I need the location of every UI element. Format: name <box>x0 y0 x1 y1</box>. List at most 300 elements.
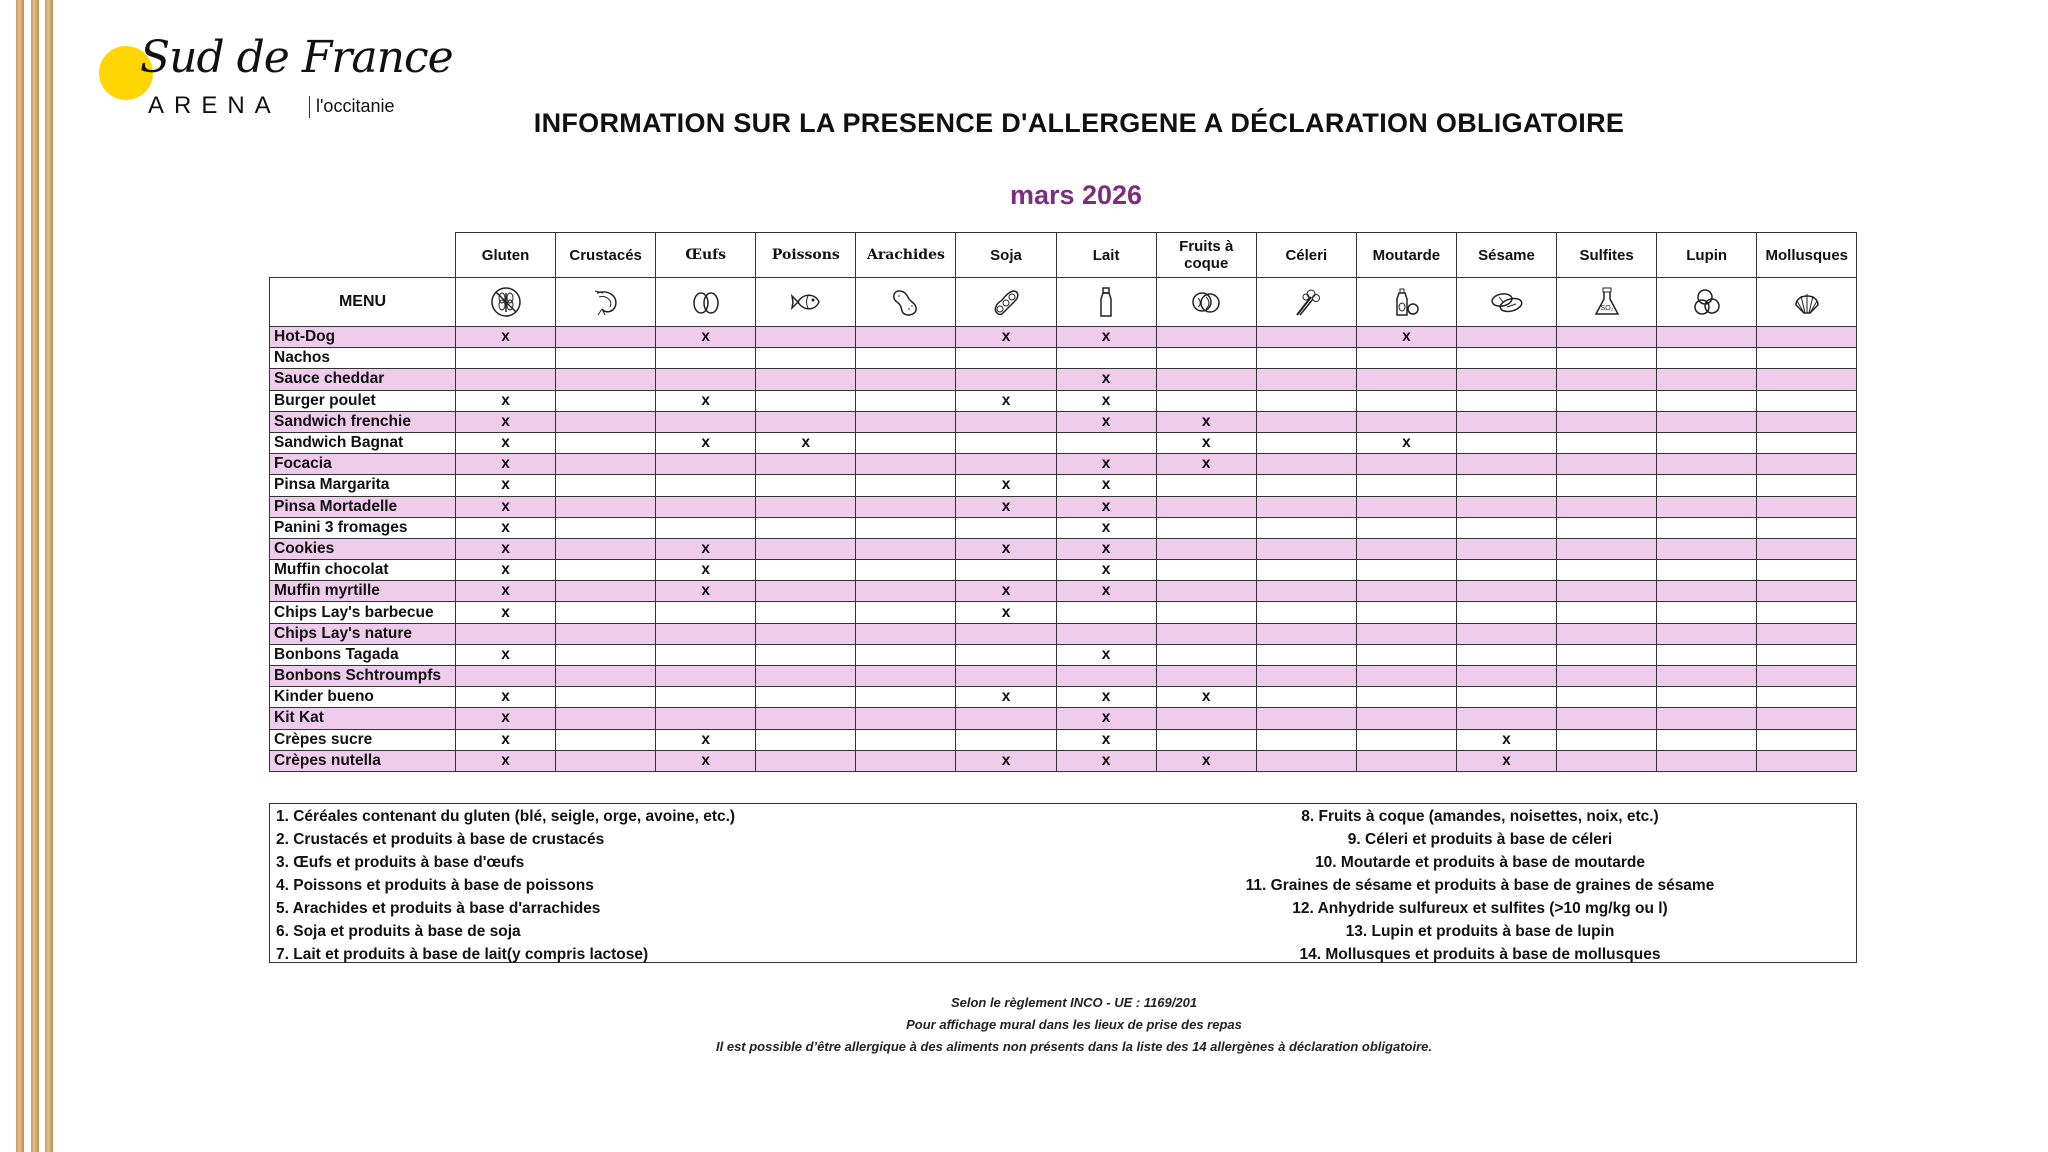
menu-item-name: Bonbons Tagada <box>270 644 456 665</box>
allergen-cell-empty <box>1456 687 1556 708</box>
legend-item: 10. Moutarde et produits à base de moutarde <box>1315 854 1645 871</box>
allergen-cell-empty <box>1256 411 1356 432</box>
allergen-cell-empty <box>1256 432 1356 453</box>
allergen-mark: x <box>956 538 1056 559</box>
allergen-cell-empty <box>556 644 656 665</box>
allergen-cell-empty <box>756 475 856 496</box>
menu-item-name: Chips Lay's nature <box>270 623 456 644</box>
legend-item: 6. Soja et produits à base de soja <box>276 923 521 940</box>
allergen-cell-empty <box>1557 687 1657 708</box>
table-row <box>270 327 1857 348</box>
menu-item-name: Pinsa Mortadelle <box>270 496 456 517</box>
allergen-cell-empty <box>1757 517 1857 538</box>
table-row <box>270 348 1857 369</box>
table-row <box>270 729 1857 750</box>
allergen-mark: x <box>1056 454 1156 475</box>
allergen-cell-empty <box>1657 644 1757 665</box>
allergen-cell-empty <box>756 369 856 390</box>
allergen-cell-empty <box>1456 581 1556 602</box>
allergen-mark: x <box>456 602 556 623</box>
allergen-cell-empty <box>756 348 856 369</box>
allergen-cell-empty <box>756 390 856 411</box>
allergen-cell-empty <box>1557 560 1657 581</box>
allergen-mark: x <box>956 496 1056 517</box>
allergen-cell-empty <box>1456 666 1556 687</box>
menu-item-name: Muffin chocolat <box>270 560 456 581</box>
allergen-cell-empty <box>556 623 656 644</box>
allergen-cell-empty <box>1156 496 1256 517</box>
allergen-cell-empty <box>1356 581 1456 602</box>
allergen-icon-cell <box>1156 278 1256 327</box>
allergen-cell-empty <box>656 348 756 369</box>
allergen-cell-empty <box>656 454 756 475</box>
allergen-mark: x <box>656 538 756 559</box>
legend-right-column <box>1110 805 1850 966</box>
allergen-cell-empty <box>556 348 656 369</box>
allergen-cell-empty <box>1256 327 1356 348</box>
allergen-mark: x <box>956 750 1056 771</box>
allergen-cell-empty <box>1356 644 1456 665</box>
allergen-mark: x <box>456 644 556 665</box>
allergen-cell-empty <box>556 581 656 602</box>
allergen-cell-empty <box>1156 666 1256 687</box>
allergen-cell-empty <box>1356 390 1456 411</box>
allergen-mark: x <box>1056 560 1156 581</box>
allergen-mark: x <box>456 581 556 602</box>
allergen-mark: x <box>1056 538 1156 559</box>
allergen-cell-empty <box>1557 602 1657 623</box>
allergen-mark: x <box>1056 687 1156 708</box>
allergen-mark: x <box>1056 750 1156 771</box>
footer-line: Pour affichage mural dans les lieux de prise des repas <box>906 1017 1242 1032</box>
allergen-cell-empty <box>1557 644 1657 665</box>
allergen-cell-empty <box>1356 602 1456 623</box>
allergen-cell-empty <box>1056 348 1156 369</box>
allergen-cell-empty <box>756 602 856 623</box>
table-row <box>270 666 1857 687</box>
allergen-cell-empty <box>1557 369 1657 390</box>
allergen-cell-empty <box>1557 327 1657 348</box>
allergen-cell-empty <box>1456 560 1556 581</box>
allergen-cell-empty <box>1356 687 1456 708</box>
allergen-cell-empty <box>1757 708 1857 729</box>
allergen-cell-empty <box>1557 496 1657 517</box>
allergen-cell-empty <box>956 644 1056 665</box>
sesame-seeds-icon <box>1489 285 1523 319</box>
allergen-mark: x <box>1156 750 1256 771</box>
allergen-cell-empty <box>656 369 756 390</box>
decorative-wood-stripe <box>16 0 24 1152</box>
table-row <box>270 517 1857 538</box>
allergen-cell-empty <box>756 327 856 348</box>
allergen-cell-empty <box>856 644 956 665</box>
allergen-mark: x <box>1456 729 1556 750</box>
allergen-cell-empty <box>1356 560 1456 581</box>
allergen-mark: x <box>1056 496 1156 517</box>
allergen-cell-empty <box>1557 411 1657 432</box>
allergen-cell-empty <box>756 623 856 644</box>
allergen-header-lupin: Lupin <box>1657 233 1757 278</box>
mustard-icon <box>1389 285 1423 319</box>
legend-item: 12. Anhydride sulfureux et sulfites (>10 mg/kg ou l) <box>1292 900 1668 917</box>
allergen-cell-empty <box>556 517 656 538</box>
allergen-mark: x <box>1056 327 1156 348</box>
allergen-cell-empty <box>1757 581 1857 602</box>
allergen-cell-empty <box>1757 666 1857 687</box>
allergen-cell-empty <box>1256 687 1356 708</box>
allergen-cell-empty <box>856 369 956 390</box>
allergen-cell-empty <box>1156 348 1256 369</box>
allergen-icon-cell <box>856 278 956 327</box>
allergen-cell-empty <box>1557 348 1657 369</box>
legend-item: 13. Lupin et produits à base de lupin <box>1345 923 1615 940</box>
allergen-cell-empty <box>756 454 856 475</box>
allergen-cell-empty <box>656 475 756 496</box>
allergen-cell-empty <box>1657 708 1757 729</box>
allergen-cell-empty <box>556 390 656 411</box>
allergen-cell-empty <box>756 517 856 538</box>
allergen-cell-empty <box>656 708 756 729</box>
allergen-cell-empty <box>756 581 856 602</box>
allergen-cell-empty <box>556 729 656 750</box>
allergen-icon-row <box>270 278 1857 327</box>
legend-item: 2. Crustacés et produits à base de crustacés <box>276 831 605 848</box>
allergen-cell-empty <box>856 623 956 644</box>
allergen-cell-empty <box>1456 708 1556 729</box>
allergen-cell-empty <box>556 496 656 517</box>
allergen-cell-empty <box>1557 390 1657 411</box>
allergen-cell-empty <box>1156 560 1256 581</box>
allergen-cell-empty <box>1557 623 1657 644</box>
allergen-cell-empty <box>1256 390 1356 411</box>
allergen-cell-empty <box>1356 411 1456 432</box>
allergen-mark: x <box>456 496 556 517</box>
allergen-cell-empty <box>1356 348 1456 369</box>
allergen-cell-empty <box>856 475 956 496</box>
table-row <box>270 708 1857 729</box>
allergen-cell-empty <box>456 369 556 390</box>
allergen-cell-empty <box>1757 454 1857 475</box>
allergen-icon-cell <box>1056 278 1156 327</box>
allergen-mark: x <box>1056 390 1156 411</box>
allergen-icon-cell <box>656 278 756 327</box>
allergen-cell-empty <box>1356 750 1456 771</box>
allergen-header-oeufs: Œufs <box>656 233 756 278</box>
allergen-cell-empty <box>756 644 856 665</box>
allergen-cell-empty <box>1256 475 1356 496</box>
allergen-cell-empty <box>956 348 1056 369</box>
allergen-cell-empty <box>1256 496 1356 517</box>
menu-item-name: Cookies <box>270 538 456 559</box>
allergen-cell-empty <box>856 602 956 623</box>
allergen-cell-empty <box>556 369 656 390</box>
allergen-cell-empty <box>1657 517 1757 538</box>
allergen-cell-empty <box>556 432 656 453</box>
menu-item-name: Pinsa Margarita <box>270 475 456 496</box>
allergen-icon-cell <box>556 278 656 327</box>
allergen-mark: x <box>1356 327 1456 348</box>
allergen-icon-cell <box>756 278 856 327</box>
allergen-cell-empty <box>956 369 1056 390</box>
allergen-cell-empty <box>1757 390 1857 411</box>
allergen-cell-empty <box>1657 623 1757 644</box>
allergen-cell-empty <box>1657 750 1757 771</box>
allergen-cell-empty <box>1757 369 1857 390</box>
allergen-cell-empty <box>456 666 556 687</box>
allergen-cell-empty <box>1657 390 1757 411</box>
menu-item-name: Chips Lay's barbecue <box>270 602 456 623</box>
logo-arena-text: ARENA <box>148 92 281 119</box>
allergen-cell-empty <box>1757 496 1857 517</box>
allergen-cell-empty <box>856 327 956 348</box>
allergen-mark: x <box>956 687 1056 708</box>
flask-so2-icon <box>1590 285 1624 319</box>
allergen-cell-empty <box>1456 475 1556 496</box>
allergen-cell-empty <box>856 729 956 750</box>
allergen-cell-empty <box>1156 581 1256 602</box>
allergen-cell-empty <box>1156 623 1256 644</box>
allergen-cell-empty <box>556 750 656 771</box>
menu-item-name: Burger poulet <box>270 390 456 411</box>
allergen-cell-empty <box>1757 348 1857 369</box>
allergen-cell-empty <box>856 538 956 559</box>
allergen-icon-cell <box>1757 278 1857 327</box>
allergen-mark: x <box>1456 750 1556 771</box>
nut-icon <box>1189 285 1223 319</box>
allergen-mark: x <box>1056 411 1156 432</box>
allergen-mark: x <box>956 390 1056 411</box>
allergen-mark: x <box>1156 411 1256 432</box>
allergen-cell-empty <box>456 348 556 369</box>
page-title: INFORMATION SUR LA PRESENCE D'ALLERGENE A DÉCLARATION OBLIGATOIRE <box>533 108 1625 138</box>
allergen-cell-empty <box>1757 602 1857 623</box>
allergen-cell-empty <box>1256 644 1356 665</box>
allergen-cell-empty <box>756 496 856 517</box>
allergen-cell-empty <box>1757 475 1857 496</box>
allergen-cell-empty <box>1657 687 1757 708</box>
allergen-mark: x <box>656 390 756 411</box>
table-row <box>270 581 1857 602</box>
allergen-cell-empty <box>1757 327 1857 348</box>
allergen-cell-empty <box>1557 538 1657 559</box>
allergen-cell-empty <box>1056 602 1156 623</box>
allergen-cell-empty <box>1256 369 1356 390</box>
allergen-cell-empty <box>1657 560 1757 581</box>
allergen-cell-empty <box>556 538 656 559</box>
allergen-cell-empty <box>1657 411 1757 432</box>
allergen-mark: x <box>456 538 556 559</box>
allergen-cell-empty <box>656 644 756 665</box>
allergen-cell-empty <box>856 687 956 708</box>
allergen-cell-empty <box>1156 644 1256 665</box>
allergen-cell-empty <box>1456 369 1556 390</box>
allergen-cell-empty <box>856 496 956 517</box>
allergen-cell-empty <box>1156 729 1256 750</box>
allergen-cell-empty <box>856 560 956 581</box>
allergen-cell-empty <box>856 348 956 369</box>
soy-pod-icon <box>989 285 1023 319</box>
allergen-mark: x <box>456 454 556 475</box>
allergen-cell-empty <box>1557 581 1657 602</box>
allergen-cell-empty <box>1056 432 1156 453</box>
allergen-cell-empty <box>656 517 756 538</box>
allergen-mark: x <box>456 729 556 750</box>
allergen-cell-empty <box>1356 517 1456 538</box>
allergen-cell-empty <box>756 411 856 432</box>
allergen-cell-empty <box>1056 666 1156 687</box>
allergen-mark: x <box>956 602 1056 623</box>
allergen-cell-empty <box>1757 644 1857 665</box>
allergen-cell-empty <box>1156 708 1256 729</box>
allergen-cell-empty <box>956 432 1056 453</box>
logo-script-text: Sud de France <box>140 32 453 83</box>
allergen-cell-empty <box>1657 327 1757 348</box>
allergen-cell-empty <box>856 581 956 602</box>
peanut-icon <box>889 285 923 319</box>
allergen-header-arachides: Arachides <box>856 233 956 278</box>
table-row <box>270 602 1857 623</box>
allergen-icon-cell <box>1657 278 1757 327</box>
table-row <box>270 411 1857 432</box>
allergen-cell-empty <box>956 623 1056 644</box>
table-row <box>270 687 1857 708</box>
allergen-cell-empty <box>556 411 656 432</box>
footer-notes <box>0 992 2048 1058</box>
allergen-mark: x <box>1056 644 1156 665</box>
allergen-mark: x <box>1056 369 1156 390</box>
allergen-mark: x <box>656 750 756 771</box>
legend-left-column <box>276 805 735 966</box>
allergen-cell-empty <box>856 666 956 687</box>
allergen-cell-empty <box>1156 390 1256 411</box>
allergen-cell-empty <box>1256 750 1356 771</box>
allergen-mark: x <box>956 581 1056 602</box>
allergen-mark: x <box>1356 432 1456 453</box>
allergen-cell-empty <box>1657 581 1757 602</box>
allergen-mark: x <box>456 411 556 432</box>
allergen-mark: x <box>656 729 756 750</box>
allergen-cell-empty <box>556 560 656 581</box>
allergen-mark: x <box>1056 475 1156 496</box>
allergen-header-mollusques: Mollusques <box>1757 233 1857 278</box>
allergen-cell-empty <box>1456 432 1556 453</box>
menu-item-name: Kit Kat <box>270 708 456 729</box>
allergen-icon-cell <box>1256 278 1356 327</box>
allergen-cell-empty <box>1757 687 1857 708</box>
period-date: mars 2026 <box>1009 180 1143 210</box>
allergen-header-soja: Soja <box>956 233 1056 278</box>
legend-item: 8. Fruits à coque (amandes, noisettes, noix, etc.) <box>1301 808 1659 825</box>
legend-item: 4. Poissons et produits à base de poissons <box>276 877 594 894</box>
allergen-header-lait: Lait <box>1056 233 1156 278</box>
allergen-header-gluten: Gluten <box>456 233 556 278</box>
allergen-cell-empty <box>1657 729 1757 750</box>
allergen-cell-empty <box>1657 369 1757 390</box>
allergen-cell-empty <box>1256 729 1356 750</box>
legend-item: 5. Arachides et produits à base d'arrachides <box>276 900 601 917</box>
menu-item-name: Focacia <box>270 454 456 475</box>
allergen-cell-empty <box>556 687 656 708</box>
allergen-mark: x <box>456 750 556 771</box>
allergen-cell-empty <box>1356 538 1456 559</box>
allergen-cell-empty <box>656 687 756 708</box>
allergen-cell-empty <box>1356 369 1456 390</box>
eggs-icon <box>689 285 723 319</box>
allergen-cell-empty <box>956 454 1056 475</box>
table-row <box>270 369 1857 390</box>
allergen-cell-empty <box>1356 496 1456 517</box>
allergen-cell-empty <box>1156 369 1256 390</box>
allergen-cell-empty <box>1356 623 1456 644</box>
allergen-cell-empty <box>1557 729 1657 750</box>
allergen-cell-empty <box>1156 538 1256 559</box>
legend-item: 1. Céréales contenant du gluten (blé, seigle, orge, avoine, etc.) <box>276 808 736 825</box>
allergen-mark: x <box>956 475 1056 496</box>
allergen-mark: x <box>1056 517 1156 538</box>
allergen-cell-empty <box>1456 348 1556 369</box>
allergen-header-moutarde: Moutarde <box>1356 233 1456 278</box>
allergen-mark: x <box>456 475 556 496</box>
allergen-cell-empty <box>956 666 1056 687</box>
allergen-cell-empty <box>856 454 956 475</box>
allergen-mark: x <box>956 327 1056 348</box>
allergen-cell-empty <box>1456 327 1556 348</box>
allergen-mark: x <box>456 708 556 729</box>
allergen-cell-empty <box>1657 602 1757 623</box>
allergen-table <box>269 232 1857 772</box>
allergen-cell-empty <box>956 411 1056 432</box>
allergen-cell-empty <box>756 666 856 687</box>
allergen-mark: x <box>456 687 556 708</box>
allergen-cell-empty <box>1757 750 1857 771</box>
menu-item-name: Panini 3 fromages <box>270 517 456 538</box>
allergen-cell-empty <box>1456 411 1556 432</box>
allergen-header-sulfites: Sulfites <box>1557 233 1657 278</box>
legend-item: 9. Céleri et produits à base de céleri <box>1347 831 1613 848</box>
allergen-cell-empty <box>1557 454 1657 475</box>
allergen-cell-empty <box>956 560 1056 581</box>
allergen-cell-empty <box>1056 623 1156 644</box>
allergen-mark: x <box>456 327 556 348</box>
allergen-cell-empty <box>556 602 656 623</box>
allergen-cell-empty <box>1356 475 1456 496</box>
allergen-cell-empty <box>1657 432 1757 453</box>
table-row <box>270 454 1857 475</box>
allergen-cell-empty <box>1456 538 1556 559</box>
decorative-wood-stripe <box>31 0 39 1152</box>
table-row <box>270 623 1857 644</box>
table-row <box>270 390 1857 411</box>
allergen-cell-empty <box>1256 581 1356 602</box>
allergen-header-celeri: Céleri <box>1256 233 1356 278</box>
menu-item-name: Crèpes sucre <box>270 729 456 750</box>
allergen-icon-cell <box>1557 278 1657 327</box>
allergen-cell-empty <box>1256 708 1356 729</box>
allergen-mark: x <box>1156 454 1256 475</box>
allergen-cell-empty <box>856 750 956 771</box>
allergen-cell-empty <box>1657 538 1757 559</box>
table-row <box>270 432 1857 453</box>
allergen-cell-empty <box>1156 475 1256 496</box>
allergen-cell-empty <box>856 432 956 453</box>
allergen-cell-empty <box>756 560 856 581</box>
lupin-icon <box>1690 285 1724 319</box>
shrimp-icon <box>589 285 623 319</box>
allergen-cell-empty <box>756 538 856 559</box>
allergen-icon-cell <box>1356 278 1456 327</box>
menu-item-name: Bonbons Schtroumpfs <box>270 666 456 687</box>
legend-item: 11. Graines de sésame et produits à base de graines de sésame <box>1245 877 1715 894</box>
